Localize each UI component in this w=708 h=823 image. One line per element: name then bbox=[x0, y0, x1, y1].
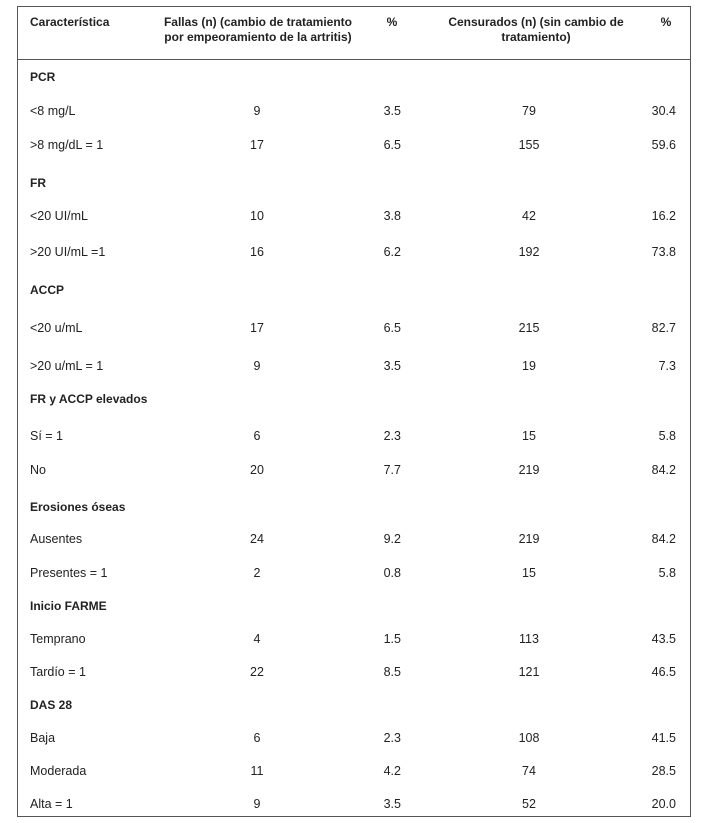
group-title: FR bbox=[30, 176, 46, 190]
table-row bbox=[18, 207, 690, 227]
cell-failures-pct: 6.5 bbox=[383, 321, 401, 335]
group-title: ACCP bbox=[30, 283, 65, 297]
cell-censored-pct: 16.2 bbox=[651, 209, 676, 223]
cell-failures: 4 bbox=[253, 632, 261, 646]
table-row bbox=[18, 136, 690, 156]
cell-censored-pct: 5.8 bbox=[658, 429, 676, 443]
row-label: <20 UI/mL bbox=[30, 209, 89, 223]
cell-censored-pct: 41.5 bbox=[651, 731, 676, 745]
table-row bbox=[18, 762, 690, 782]
group-row bbox=[18, 498, 690, 518]
cell-failures-pct: 0.8 bbox=[383, 566, 401, 580]
header-failures: Fallas (n) (cambio de tratamiento por empeoramiento de la artritis) bbox=[163, 15, 353, 44]
cell-failures: 11 bbox=[250, 764, 264, 778]
row-label: >20 UI/mL =1 bbox=[30, 245, 106, 259]
header-censored-percent: % bbox=[660, 15, 672, 29]
group-title: Inicio FARME bbox=[30, 599, 107, 613]
cell-failures-pct: 3.5 bbox=[383, 104, 401, 118]
cell-censored: 113 bbox=[519, 632, 539, 646]
group-row bbox=[18, 174, 690, 194]
cell-failures: 9 bbox=[253, 104, 261, 118]
row-label: Moderada bbox=[30, 764, 87, 778]
cell-censored: 215 bbox=[518, 321, 540, 335]
cell-failures-pct: 9.2 bbox=[383, 532, 401, 546]
cell-failures: 24 bbox=[250, 532, 264, 546]
group-title: DAS 28 bbox=[30, 698, 73, 712]
cell-failures: 17 bbox=[250, 138, 264, 152]
group-title: Erosiones óseas bbox=[30, 500, 126, 514]
cell-failures-pct: 4.2 bbox=[383, 764, 401, 778]
group-title: PCR bbox=[30, 70, 56, 84]
cell-failures-pct: 6.5 bbox=[383, 138, 401, 152]
row-label: Ausentes bbox=[30, 532, 83, 546]
cell-failures-pct: 2.3 bbox=[383, 731, 401, 745]
cell-censored: 79 bbox=[522, 104, 536, 118]
cell-failures-pct: 8.5 bbox=[383, 665, 401, 679]
table-row bbox=[18, 530, 690, 550]
cell-failures-pct: 3.5 bbox=[383, 797, 401, 811]
row-label: Alta = 1 bbox=[30, 797, 73, 811]
cell-censored-pct: 59.6 bbox=[651, 138, 676, 152]
group-row bbox=[18, 281, 690, 301]
cell-failures: 6 bbox=[253, 429, 261, 443]
cell-censored-pct: 5.8 bbox=[658, 566, 676, 580]
cell-censored: 155 bbox=[518, 138, 540, 152]
header-failures-percent: % bbox=[386, 15, 398, 29]
cell-failures: 22 bbox=[250, 665, 264, 679]
row-label: <20 u/mL bbox=[30, 321, 83, 335]
row-label: >20 u/mL = 1 bbox=[30, 359, 104, 373]
row-label: Temprano bbox=[30, 632, 86, 646]
row-label: Presentes = 1 bbox=[30, 566, 108, 580]
cell-censored-pct: 84.2 bbox=[651, 463, 676, 477]
cell-censored-pct: 82.7 bbox=[651, 321, 676, 335]
table-header bbox=[18, 7, 690, 60]
cell-failures-pct: 7.7 bbox=[383, 463, 401, 477]
cell-failures-pct: 6.2 bbox=[383, 245, 401, 259]
cell-failures-pct: 3.8 bbox=[383, 209, 401, 223]
cell-censored-pct: 28.5 bbox=[651, 764, 676, 778]
cell-censored: 121 bbox=[518, 665, 540, 679]
cell-censored-pct: 84.2 bbox=[651, 532, 676, 546]
table-row bbox=[18, 630, 690, 650]
cell-censored: 192 bbox=[518, 245, 540, 259]
table-row bbox=[18, 461, 690, 481]
cell-failures: 6 bbox=[253, 731, 261, 745]
table-row bbox=[18, 319, 690, 339]
table-row bbox=[18, 243, 690, 263]
table-row bbox=[18, 564, 690, 584]
cell-censored-pct: 43.5 bbox=[651, 632, 676, 646]
cell-censored-pct: 30.4 bbox=[651, 104, 676, 118]
group-row bbox=[18, 597, 690, 617]
header-characteristic: Característica bbox=[30, 15, 110, 29]
cell-failures-pct: 2.3 bbox=[383, 429, 401, 443]
cell-censored: 219 bbox=[518, 463, 540, 477]
row-label: Baja bbox=[30, 731, 56, 745]
table-row bbox=[18, 427, 690, 447]
cell-failures: 10 bbox=[250, 209, 264, 223]
cell-censored: 52 bbox=[522, 797, 536, 811]
row-label: <8 mg/L bbox=[30, 104, 76, 118]
cell-censored: 219 bbox=[518, 532, 540, 546]
table-row bbox=[18, 795, 690, 815]
cell-censored-pct: 73.8 bbox=[651, 245, 676, 259]
cell-censored: 74 bbox=[522, 764, 536, 778]
group-row bbox=[18, 696, 690, 716]
cell-censored: 15 bbox=[522, 429, 536, 443]
cell-failures: 9 bbox=[253, 797, 261, 811]
cell-censored: 42 bbox=[522, 209, 536, 223]
row-label: Sí = 1 bbox=[30, 429, 64, 443]
table-row bbox=[18, 102, 690, 122]
cell-censored-pct: 7.3 bbox=[658, 359, 676, 373]
cell-censored-pct: 20.0 bbox=[651, 797, 676, 811]
row-label: Tardío = 1 bbox=[30, 665, 86, 679]
group-row bbox=[18, 68, 690, 88]
row-label: No bbox=[30, 463, 46, 477]
row-label: >8 mg/dL = 1 bbox=[30, 138, 104, 152]
data-table bbox=[17, 6, 691, 817]
cell-censored: 19 bbox=[522, 359, 536, 373]
cell-failures-pct: 3.5 bbox=[383, 359, 401, 373]
group-row bbox=[18, 390, 690, 410]
cell-failures: 2 bbox=[253, 566, 261, 580]
group-title: FR y ACCP elevados bbox=[30, 392, 148, 406]
header-censored: Censurados (n) (sin cambio de tratamiento) bbox=[448, 15, 624, 44]
cell-failures-pct: 1.5 bbox=[383, 632, 401, 646]
cell-censored: 15 bbox=[522, 566, 536, 580]
cell-failures: 9 bbox=[253, 359, 261, 373]
cell-failures: 20 bbox=[250, 463, 264, 477]
table-row bbox=[18, 663, 690, 683]
table-row bbox=[18, 729, 690, 749]
table-row bbox=[18, 357, 690, 377]
cell-failures: 17 bbox=[250, 321, 264, 335]
cell-failures: 16 bbox=[250, 245, 264, 259]
cell-censored-pct: 46.5 bbox=[651, 665, 676, 679]
cell-censored: 108 bbox=[518, 731, 540, 745]
